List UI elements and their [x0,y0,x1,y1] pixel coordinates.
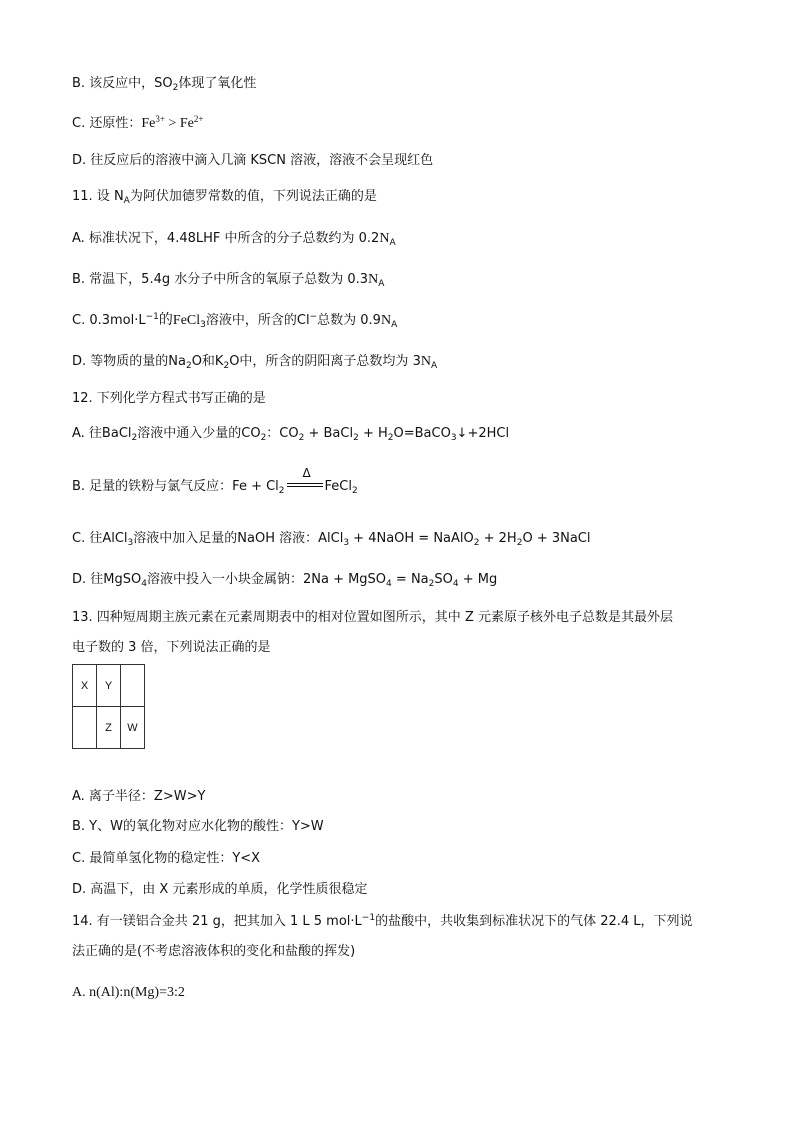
q11-option-c: C. $0.3mol\cdot L^{-1}$的FeCl$_3$溶液中，所含的Cl−总数为 $0.9N_A$ [72,312,398,330]
q10-option-c: C. 还原性：$Fe^{3+} > Fe^{2+}$ [72,114,204,131]
q12-option-a: A. 往BaCl$_2$溶液中通入少量的$CO_2$：$CO_2$ + BaCl$_2$ + $H_2O=BaCO_3↓+2HCl$ [72,426,510,443]
q13-stem-line2: 电子数的 3 倍，下列说法正确的是 [72,640,271,655]
q12-option-c: C. 往AlCl$_3$溶液中加入足量的NaOH 溶液：AlCl$_3$ + 4NaOH = NaAlO$_2$ + $2H_2O$ + 3NaCl [72,531,591,548]
cell-x: X [73,665,97,707]
cell-z: Z [97,707,121,749]
q10-option-b: B. 该反应中，$SO_2$体现了氧化性 [72,76,257,93]
q11-option-d: D. 等物质的量的$Na_2O$和$K_2O$中，所含的阴阳离子总数均为 $3N_A$ [72,354,438,371]
cell-w: W [121,707,145,749]
q14-stem-line1: 14. 有一镁铝合金共 21 g，把其加入 1 L 5 $mol\cdot L^{-1}$的盐酸中，共收集到标准状况下的气体 22.4 L，下列说 [72,913,693,929]
cell-y: Y [97,665,121,707]
q13-stem-line1: 13. 四种短周期主族元素在元素周期表中的相对位置如图所示，其中 Z 元素原子核外电子总数是其最外层 [72,610,673,625]
q13-option-b: B. Y、W的氧化物对应水化物的酸性：Y>W [72,819,324,834]
q13-option-d: D. 高温下，由 X 元素形成的单质，化学性质很稳定 [72,882,368,897]
q12-option-b: B. 足量的铁粉与氯气反应：$Fe + Cl_2$ Δ FeCl$_2$ [72,466,358,496]
cell-empty [121,665,145,707]
q12-option-d: D. 往MgSO$_4$溶液中投入一小块金属钠：2Na + MgSO$_4$ = $Na_2SO_4 + Mg$ [72,572,498,589]
periodic-table-fragment [72,664,145,749]
q11-stem: 11. 设 $N_A$为阿伏加德罗常数的值，下列说法正确的是 [72,189,377,206]
q13-option-c: C. 最简单氢化物的稳定性：Y<X [72,851,261,866]
q10-option-d: D. 往反应后的溶液中滴入几滴 KSCN 溶液，溶液不会呈现红色 [72,153,434,168]
cell-empty [73,707,97,749]
q12-stem: 12. 下列化学方程式书写正确的是 [72,391,266,406]
q11-option-a: A. 标准状况下，4.48LHF 中所含的分子总数约为 $0.2N_A$ [72,231,396,248]
q14-stem-line2: 法正确的是(不考虑溶液体积的变化和盐酸的挥发) [72,944,356,959]
heating-condition-arrow: Δ [285,479,325,495]
q11-option-b: B. 常温下，5.4g 水分子中所含的氧原子总数为 $0.3N_A$ [72,272,385,289]
q13-option-a: A. 离子半径：Z>W>Y [72,789,206,804]
q14-option-a: A. n(Al):n(Mg)=3:2 [72,985,185,1000]
